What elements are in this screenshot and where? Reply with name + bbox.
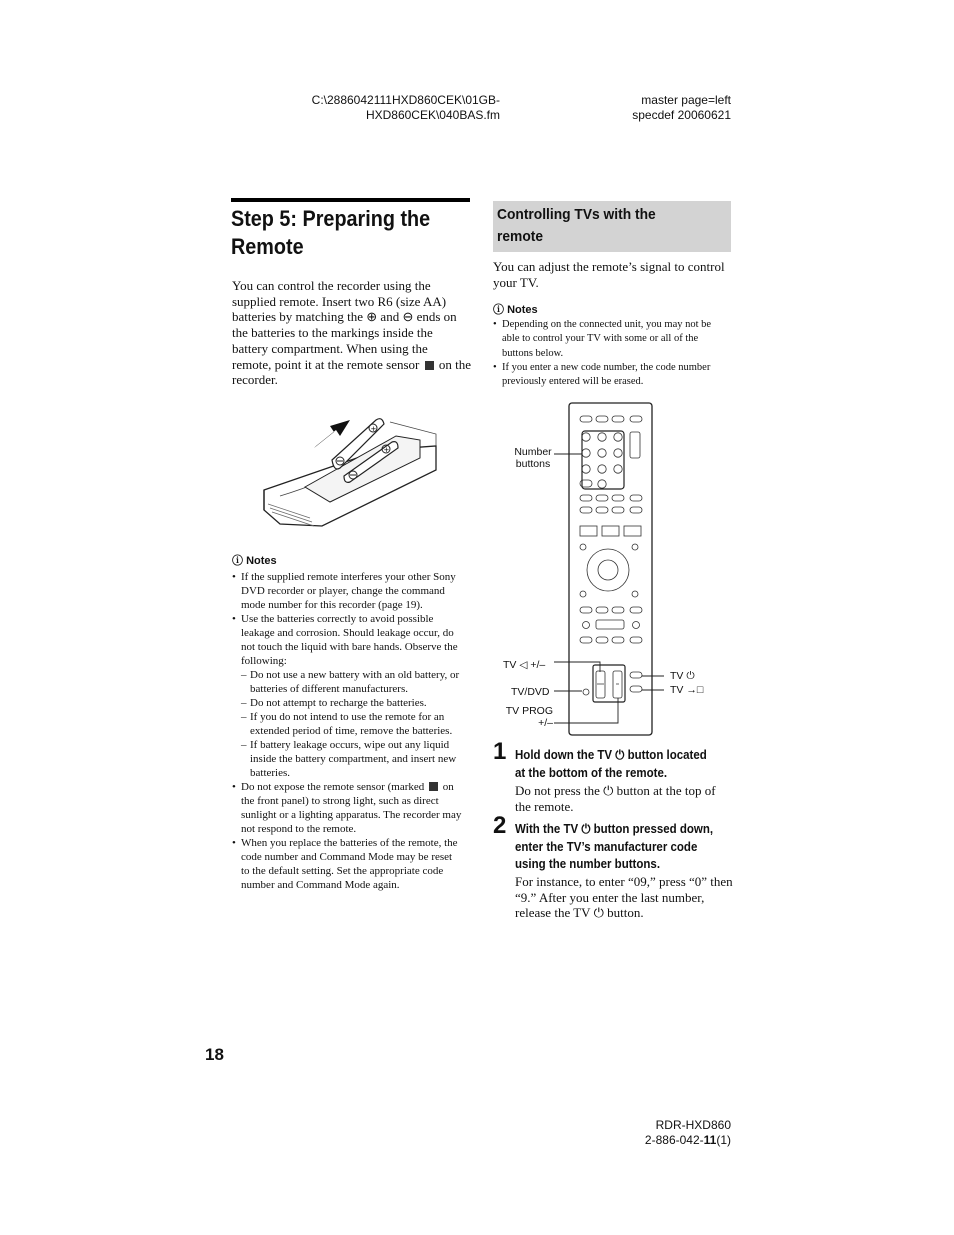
title-rule <box>231 198 470 202</box>
file-path-line-2: HXD860CEK\040BAS.fm <box>365 108 500 122</box>
right-notes <box>493 303 733 389</box>
step-heading: With the TV ⏻ button pressed down, enter the TV’s manufacturer code using the number buttons. <box>515 822 714 871</box>
intro-line: You can control the recorder using the <box>232 278 431 293</box>
insert-arrow-icon <box>314 420 350 448</box>
left-notes <box>232 554 472 892</box>
step-body: Do not press the ⏻ button at the top of the remote. <box>515 783 716 814</box>
step-heading: Hold down the TV ⏻ button located at the bottom of the remote. <box>515 748 707 780</box>
svg-text:+: + <box>383 446 390 454</box>
sub-note-item: – Do not use a new battery with an old battery, or batteries of different manufacturers. <box>241 668 472 696</box>
master-page-line-2: specdef 20060621 <box>632 108 731 122</box>
page-title <box>231 205 430 261</box>
intro-line: remote, point it at the remote sensor on the <box>232 356 472 372</box>
section-heading: Controlling TVs with the remote <box>497 206 656 245</box>
right-intro: You can adjust the remote’s signal to control your TV. <box>493 259 725 290</box>
page-title-line-1: Step 5: Preparing the <box>231 206 431 231</box>
intro-paragraph <box>232 278 472 388</box>
note-item: • Use the batteries correctly to avoid possible leakage and corrosion. Should leakage occur, do not touch the liquid with bare hands. Observe the following: – Do not use a new battery with an old battery, or batteries of different manufacturers. – Do not attempt to recharge the batteries. – If you do not intend to use the remote for an extended period of time, remove the batteries. – If battery leakage occurs, wipe out any liquid inside the battery compartment, and insert new batteries. <box>232 612 472 780</box>
step-body: For instance, to enter “09,” press “0” then “9.” After you enter the last number, release the TV ⏻ button. <box>515 874 733 921</box>
callout-lines <box>552 440 667 730</box>
master-page-info <box>600 93 731 123</box>
model-number: RDR-HXD860 <box>655 1118 731 1132</box>
page-title-line-2: Remote <box>231 234 304 259</box>
file-path-line-1: C:\2886042111HXD860CEK\01GB- <box>311 93 500 107</box>
file-path <box>300 93 500 123</box>
intro-line: the batteries to the markings inside the <box>232 325 433 341</box>
document-code: 2-886-042-11(1) <box>644 1133 731 1147</box>
battery-insertion-illustration <box>260 412 442 537</box>
caution-icon: ⓘ <box>493 304 504 316</box>
step-number: 2 <box>493 812 507 839</box>
intro-line: recorder. <box>232 372 278 388</box>
notes-heading: ⓘ Notes <box>232 555 277 567</box>
intro-line: supplied remote. Insert two R6 (size AA) <box>232 293 447 309</box>
note-item: • Depending on the connected unit, you may not be able to control your TV with some or all of the buttons below. <box>493 318 733 361</box>
callout-number-buttons: Number buttons <box>514 446 552 470</box>
sub-note-item: – Do not attempt to recharge the batteries. <box>241 696 472 710</box>
note-item: • Do not expose the remote sensor (marked on the front panel) to strong light, such as direct sunlight or a lighting apparatus. The recorder may not respond to the remote. <box>232 780 472 836</box>
master-page-line-1: master page=left <box>641 93 731 107</box>
sub-note-item: – If you do not intend to use the remote for an extended period of time, remove the batteries. <box>241 710 472 738</box>
step-number: 1 <box>493 738 507 765</box>
callout-tv-volume: TV ◁ +/– <box>503 659 546 671</box>
sub-note-item: – If battery leakage occurs, wipe out any liquid inside the battery compartment, and insert new batteries. <box>241 738 472 780</box>
note-item: • If the supplied remote interferes your other Sony DVD recorder or player, change the command mode number for this recorder (page 19). <box>232 570 472 612</box>
intro-line: batteries by matching the ⊕ and ⊖ ends on <box>232 309 457 325</box>
remote-sensor-icon <box>429 782 438 791</box>
callout-tv-prog: TV PROG +/– <box>505 705 553 729</box>
notes-heading: ⓘ Notes <box>493 304 538 316</box>
model-info <box>600 1118 731 1148</box>
caution-icon: ⓘ <box>232 555 243 567</box>
callout-tv-input: TV →□ <box>670 684 704 696</box>
note-item: • If you enter a new code number, the code number previously entered will be erased. <box>493 361 733 389</box>
note-item: • When you replace the batteries of the remote, the code number and Command Mode may be reset to the default setting. Set the appropriate code number and Command Mode again. <box>232 836 472 892</box>
callout-tv-power: TV ⏻ <box>670 670 695 682</box>
svg-text:+: + <box>370 425 377 433</box>
intro-line: battery compartment. When using the <box>232 340 428 356</box>
page-number: 18 <box>205 1045 224 1064</box>
remote-sensor-icon <box>425 361 434 370</box>
callout-tv-dvd: TV/DVD <box>511 686 550 698</box>
